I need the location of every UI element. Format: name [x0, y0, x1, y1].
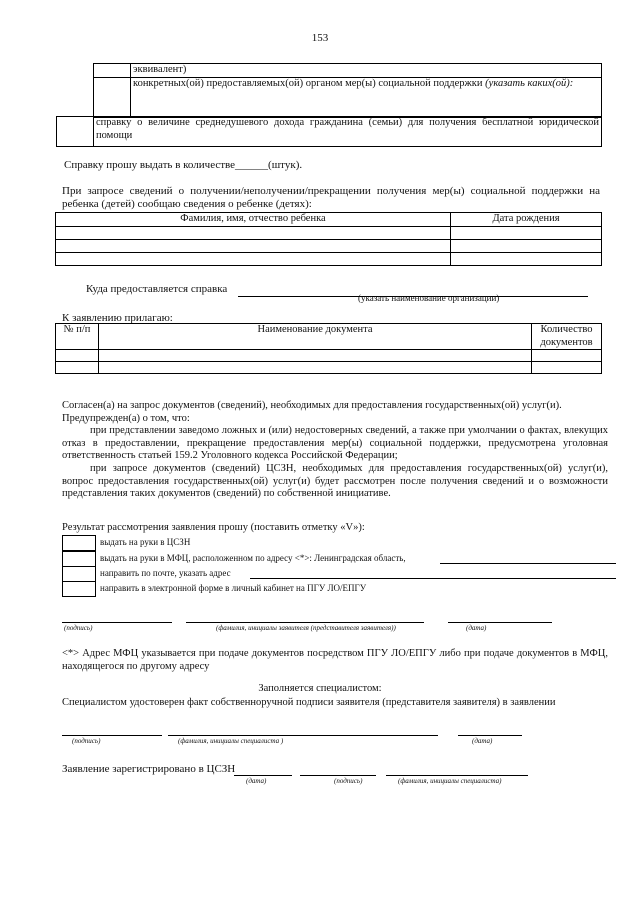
specialist-title: Заполняется специалистом:: [258, 683, 382, 694]
registration-date-caption: (дата): [246, 777, 267, 785]
col-doc-qty: Количество документов: [532, 324, 602, 350]
registration-sign-line[interactable]: [300, 775, 376, 776]
option-csz: выдать на руки в ЦСЗН: [100, 537, 191, 547]
registration-date-line[interactable]: [234, 775, 292, 776]
consent-paragraph: Согласен(а) на запрос документов (сведений), необходимых для предоставления государственных(ой) услуг(и).: [62, 400, 562, 411]
warning-documents: при запросе документов (сведений) ЦСЗН, необходимых для предоставления государственных(ой) услуг(и), вопрос предоставления государственных(ой) услуг(и) будет рассмотрен после получения сведений и о возможности представления таких документов (сведений) по собственной инициативе.: [62, 462, 608, 500]
attachments-label: К заявлению прилагаю:: [62, 312, 173, 324]
children-table: [55, 212, 602, 266]
table-row: [56, 239, 602, 252]
signature-line[interactable]: [62, 622, 172, 623]
checkbox-option-4[interactable]: [62, 581, 96, 597]
mail-address-input[interactable]: [250, 578, 616, 579]
name-caption: (фамилия, инициалы заявителя (представителя заявителя)): [216, 624, 396, 632]
row-equivalent: эквивалент): [131, 64, 602, 78]
col-child-dob: Дата рождения: [451, 213, 602, 227]
specialist-signature-caption: (подпись): [72, 737, 101, 745]
registration-name-caption: (фамилия, инициалы специалиста): [398, 777, 502, 785]
option-mfc: выдать на руки в МФЦ, расположенном по адресу <*>: Ленинградская область,: [100, 553, 406, 563]
quantity-line: Справку прошу выдать в количестве______(штук).: [64, 159, 303, 171]
date-caption: (дата): [466, 624, 487, 632]
footnote: <*> Адрес МФЦ указывается при подаче документов посредством ПГУ ЛО/ЕПГУ либо при подаче документов в МФЦ, находящегося по другому адресу: [62, 648, 608, 672]
checkbox-option-2[interactable]: [62, 551, 96, 567]
col-doc-name: Наименование документа: [99, 324, 532, 350]
registration-sign-caption: (подпись): [334, 777, 363, 785]
checkbox-option-3[interactable]: [62, 566, 96, 582]
consent-block: [62, 400, 608, 501]
top-table: [93, 63, 602, 118]
income-table: [56, 116, 602, 147]
row-specific-measures: конкретных(ой) предоставляемых(ой) органом мер(ы) социальной поддержки (указать каких(ой):: [131, 77, 602, 117]
registration-name-line[interactable]: [386, 775, 528, 776]
specialist-date-line[interactable]: [458, 735, 522, 736]
specialist-text: Специалистом удостоверен факт собственноручной подписи заявителя (представителя заявителя) в заявлении: [62, 697, 556, 708]
destination-label: Куда предоставляется справка: [86, 283, 228, 295]
signature-caption: (подпись): [64, 624, 93, 632]
specialist-signature-line[interactable]: [62, 735, 162, 736]
registration-label: Заявление зарегистрировано в ЦСЗН: [62, 763, 236, 775]
table-row: [56, 226, 602, 239]
option-electronic: направить в электронной форме в личный кабинет на ПГУ ЛО/ЕПГУ: [100, 583, 367, 593]
col-number: № п/п: [56, 324, 99, 350]
table-row: [56, 350, 602, 362]
result-label: Результат рассмотрения заявления прошу (поставить отметку «V»):: [62, 522, 365, 533]
checkbox-income[interactable]: [57, 117, 94, 147]
attachments-table: [55, 323, 602, 374]
specialist-name-caption: (фамилия, инициалы специалиста ): [178, 737, 284, 745]
date-line[interactable]: [448, 622, 552, 623]
children-intro: При запросе сведений о получении/неполучении/прекращении получения мер(ы) социальной поддержки на ребенка (детей) сообщаю сведения о ребенке (детях):: [62, 185, 600, 211]
specialist-name-line[interactable]: [168, 735, 438, 736]
specialist-date-caption: (дата): [472, 737, 493, 745]
col-child-name: Фамилия, имя, отчество ребенка: [56, 213, 451, 227]
destination-caption: (указать наименование организации): [358, 293, 500, 303]
page-number: 153: [311, 32, 329, 44]
name-line[interactable]: [186, 622, 424, 623]
warning-false-info: при представлении заведомо ложных и (или) недостоверных сведений, а также при умолчании о фактах, влекущих отказ в предоставлении, прекращение предоставления мер(ы) социальной поддержки, предусмотрена уголовная ответственность статьей 159.2 Уголовного кодекса Российской Федерации;: [62, 425, 608, 462]
table-row: [56, 362, 602, 374]
option-mail: направить по почте, указать адрес: [100, 568, 231, 578]
row-income-certificate: справку о величине среднедушевого дохода гражданина (семьи) для получения бесплатной юридической помощи: [94, 117, 602, 147]
warning-title: Предупрежден(а) о том, что:: [62, 412, 190, 424]
table-row: [56, 252, 602, 265]
mfc-address-input[interactable]: [440, 563, 616, 564]
checkbox-option-1[interactable]: [62, 535, 96, 551]
